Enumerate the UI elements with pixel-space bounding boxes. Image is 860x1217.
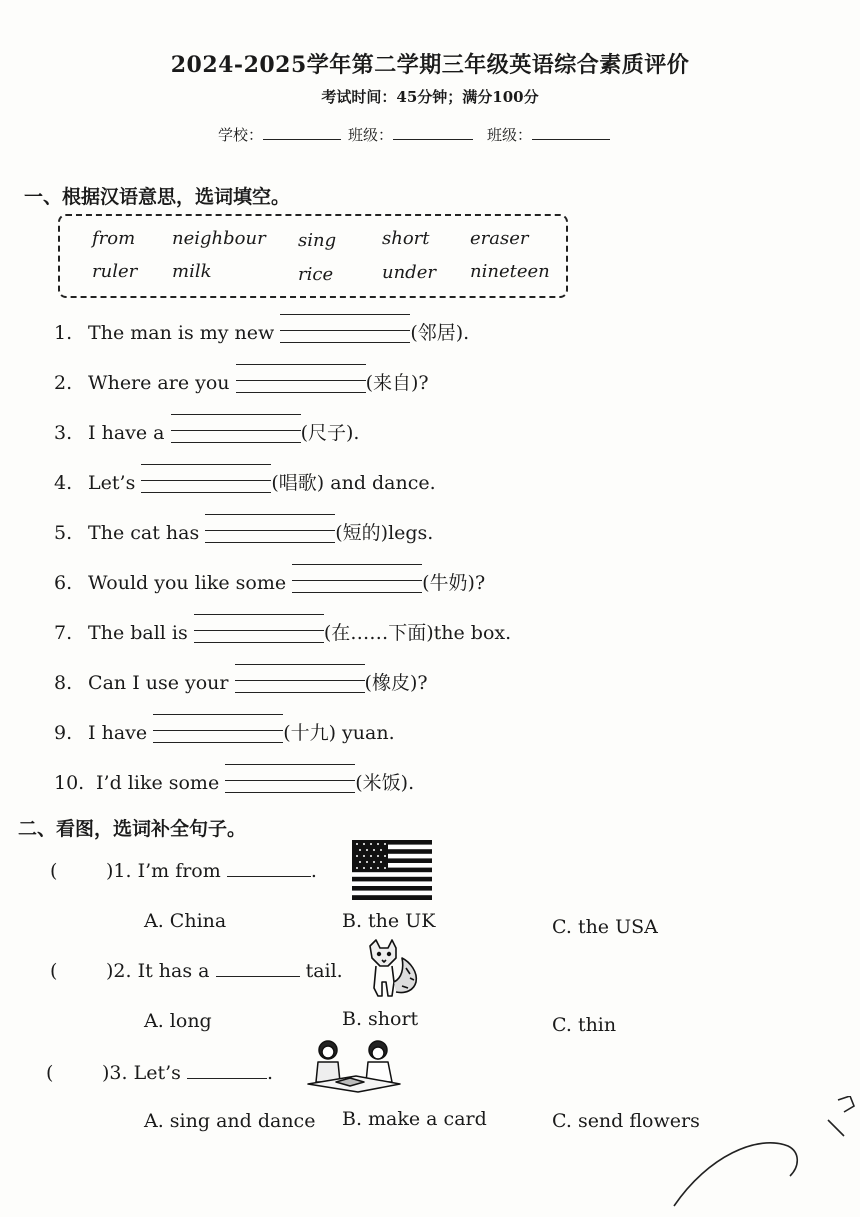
question-number: 3.: [54, 422, 73, 444]
pencil-scribble-icon: [668, 1096, 858, 1212]
question-10: [54, 768, 414, 796]
question-hint: (唱歌) and dance.: [271, 472, 436, 494]
question-3: [54, 418, 359, 446]
question-9: [54, 718, 395, 746]
fox-icon: [362, 938, 420, 1000]
option-b[interactable]: B. make a card: [342, 1108, 487, 1130]
question-2: [54, 368, 429, 396]
question-6: [54, 568, 485, 596]
answer-blank[interactable]: [236, 372, 366, 396]
option-c[interactable]: C. the USA: [552, 916, 658, 938]
school-label: 学校：: [218, 126, 264, 144]
option-a[interactable]: A. long: [144, 1010, 212, 1032]
answer-paren[interactable]: (: [46, 1062, 54, 1084]
option-b[interactable]: B. short: [342, 1008, 419, 1030]
word-bank-item: eraser: [470, 228, 529, 249]
children-making-card-icon: [306, 1038, 410, 1094]
class-blank[interactable]: [393, 139, 473, 140]
answer-blank[interactable]: [153, 722, 283, 746]
question-number: 7.: [54, 622, 73, 644]
question-text: I’d like some: [96, 772, 220, 794]
question-text: I have: [88, 722, 148, 744]
question-text: Can I use your: [88, 672, 229, 694]
question-text: The ball is: [88, 622, 188, 644]
option-b[interactable]: B. the UK: [342, 910, 436, 932]
question-text: Let’s: [133, 1062, 181, 1084]
word-bank-item: milk: [172, 261, 212, 282]
question-hint: (米饭).: [355, 772, 415, 794]
question-number: 5.: [54, 522, 73, 544]
question-5: [54, 518, 433, 546]
school-field: [218, 124, 341, 145]
question-text: Would you like some: [88, 572, 287, 594]
option-c[interactable]: C. thin: [552, 1014, 617, 1036]
question-hint: (邻居).: [410, 322, 470, 344]
question-text: The man is my new: [88, 322, 275, 344]
answer-paren[interactable]: (: [50, 860, 58, 882]
question-number: 8.: [54, 672, 73, 694]
question-1: [54, 318, 469, 346]
school-blank[interactable]: [263, 139, 341, 140]
question-number: 6.: [54, 572, 73, 594]
question-7: [54, 618, 511, 646]
question-hint: (来自)?: [365, 372, 429, 394]
question-8: [54, 668, 428, 696]
question-hint: (尺子).: [300, 422, 360, 444]
question-text: It has a: [137, 960, 210, 982]
question-number: 2.: [54, 372, 73, 394]
question-end: .: [266, 1062, 273, 1084]
question-number: )2.: [106, 960, 132, 982]
word-bank-item: rice: [298, 264, 334, 285]
answer-blank[interactable]: [227, 876, 311, 877]
question-number: 9.: [54, 722, 73, 744]
section-2-title: 二、看图，选词补全句子。: [18, 818, 247, 840]
word-bank-item: from: [92, 228, 136, 249]
option-a[interactable]: A. China: [144, 910, 227, 932]
usa-flag-icon: [352, 840, 432, 900]
question-text: Let’s: [88, 472, 136, 494]
class-field-2: [487, 124, 610, 145]
word-bank-item: short: [382, 228, 430, 249]
answer-paren[interactable]: (: [50, 960, 58, 982]
exam-info: 考试时间：45分钟；满分100分: [321, 88, 539, 106]
class-label: 班级：: [348, 126, 394, 144]
question-hint: (短的)legs.: [335, 522, 434, 544]
question-text: Where are you: [88, 372, 230, 394]
question-number: )1.: [106, 860, 132, 882]
answer-blank[interactable]: [225, 772, 355, 796]
mc-question-1: [50, 860, 317, 882]
answer-blank[interactable]: [187, 1078, 267, 1079]
mc-question-2: [50, 960, 343, 982]
question-4: [54, 468, 436, 496]
word-bank-item: under: [382, 262, 436, 283]
class-field: [348, 124, 473, 145]
answer-blank[interactable]: [235, 672, 365, 696]
word-bank-item: nineteen: [470, 261, 550, 282]
question-number: )3.: [102, 1062, 128, 1084]
question-hint: (橡皮)?: [364, 672, 428, 694]
question-hint: (在……下面)the box.: [323, 622, 512, 644]
word-bank: [58, 214, 568, 298]
question-hint: (十九) yuan.: [283, 722, 395, 744]
answer-blank[interactable]: [280, 322, 410, 346]
answer-blank[interactable]: [292, 572, 422, 596]
question-text: I have a: [88, 422, 165, 444]
answer-blank[interactable]: [205, 522, 335, 546]
question-text: The cat has: [88, 522, 200, 544]
answer-blank[interactable]: [141, 472, 271, 496]
word-bank-item: sing: [298, 230, 337, 251]
word-bank-item: ruler: [92, 261, 138, 282]
mc-question-3: [46, 1062, 273, 1084]
word-bank-item: neighbour: [172, 228, 266, 249]
question-hint: (牛奶)?: [422, 572, 486, 594]
section-1-title: 一、根据汉语意思，选词填空。: [24, 186, 291, 208]
answer-blank[interactable]: [216, 976, 300, 977]
answer-blank[interactable]: [194, 622, 324, 646]
question-text: I’m from: [137, 860, 221, 882]
question-end: .: [310, 860, 317, 882]
page-title: 2024-2025学年第二学期三年级英语综合素质评价: [170, 52, 690, 78]
answer-blank[interactable]: [171, 422, 301, 446]
question-end: tail.: [305, 960, 343, 982]
option-c[interactable]: C. send flowers: [552, 1110, 700, 1132]
class-blank-2[interactable]: [532, 139, 610, 140]
option-a[interactable]: A. sing and dance: [144, 1110, 316, 1132]
question-number: 4.: [54, 472, 73, 494]
class-label-2: 班级：: [487, 126, 533, 144]
question-number: 10.: [54, 772, 85, 794]
question-number: 1.: [54, 322, 73, 344]
